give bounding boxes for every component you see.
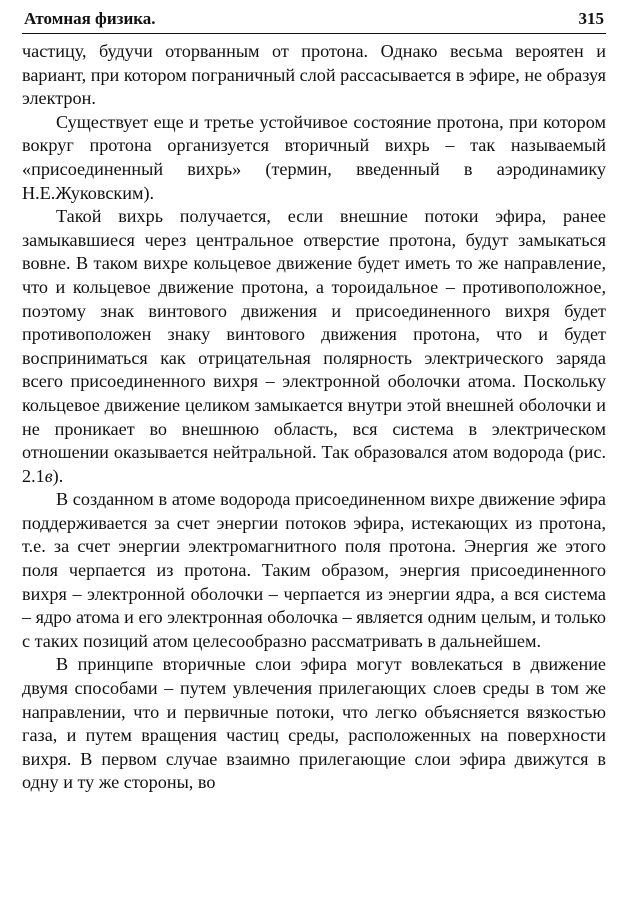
paragraph-3-end: ). xyxy=(52,465,64,486)
paragraph-3 xyxy=(22,205,606,488)
paragraph-3-text: Такой вихрь получается, если внешние потоки эфира, ранее замыкавшиеся через центральное отверстие протона, будут замыкаться вовне. В таком вихре кольцевое движение будет иметь то же направление, что и кольцевое движение протона, а тороидальное – противоположное, поэтому знак винтового движения и присоединенного вихря будет противоположен знаку винтового движения протона, что и будет восприниматься как отрицательная полярность электрического заряда всего присоединенного вихря – электронной оболочки атома. Поскольку кольцевое движение целиком замыкается внутри этой внешней оболочки и не проникает во внешнюю область, вся система в электрическом отношении оказывается нейтральной. Так образовался атом водорода (рис. 2.1 xyxy=(22,206,606,486)
chapter-title: Атомная физика. xyxy=(24,9,156,28)
body-text xyxy=(22,40,606,795)
paragraph-1: частицу, будучи оторванным от протона. Однако весьма вероятен и вариант, при котором пограничный слой рассасывается в эфире, не образуя электрон. xyxy=(22,41,606,109)
page-number: 315 xyxy=(578,9,604,28)
paragraph-4: В созданном в атоме водорода присоединенном вихре движение эфира поддерживается за счет энергии потоков эфира, истекающих из протона, т.е. за счет энергии электромагнитного поля протона. Энергия же этого поля черпается из протона. Таким образом, энергия присоединенного вихря – электронной оболочки – черпается из энергии ядра, а вся система – ядро атома и его электронная оболочка – является одним целым, и только с таких позиций атом целесообразно рассматривать в дальнейшем. xyxy=(22,489,606,651)
running-header xyxy=(22,8,606,34)
paragraph-2: Существует еще и третье устойчивое состояние протона, при котором вокруг протона организуется вторичный вихрь – так называемый «присоединенный вихрь» (термин, введенный в аэродинамику Н.Е.Жуковским). xyxy=(22,111,606,203)
paragraph-5: В принципе вторичные слои эфира могут вовлекаться в движение двумя способами – путем увлечения прилегающих слоев среды в том же направлении, что и первичные потоки, что легко объясняется вязкостью газа, и путем вращения частиц среды, расположенных на поверхности вихря. В первом случае взаимно прилегающие слои эфира движутся в одну и ту же стороны, во xyxy=(22,654,606,793)
figure-ref-italic: в xyxy=(44,465,53,486)
